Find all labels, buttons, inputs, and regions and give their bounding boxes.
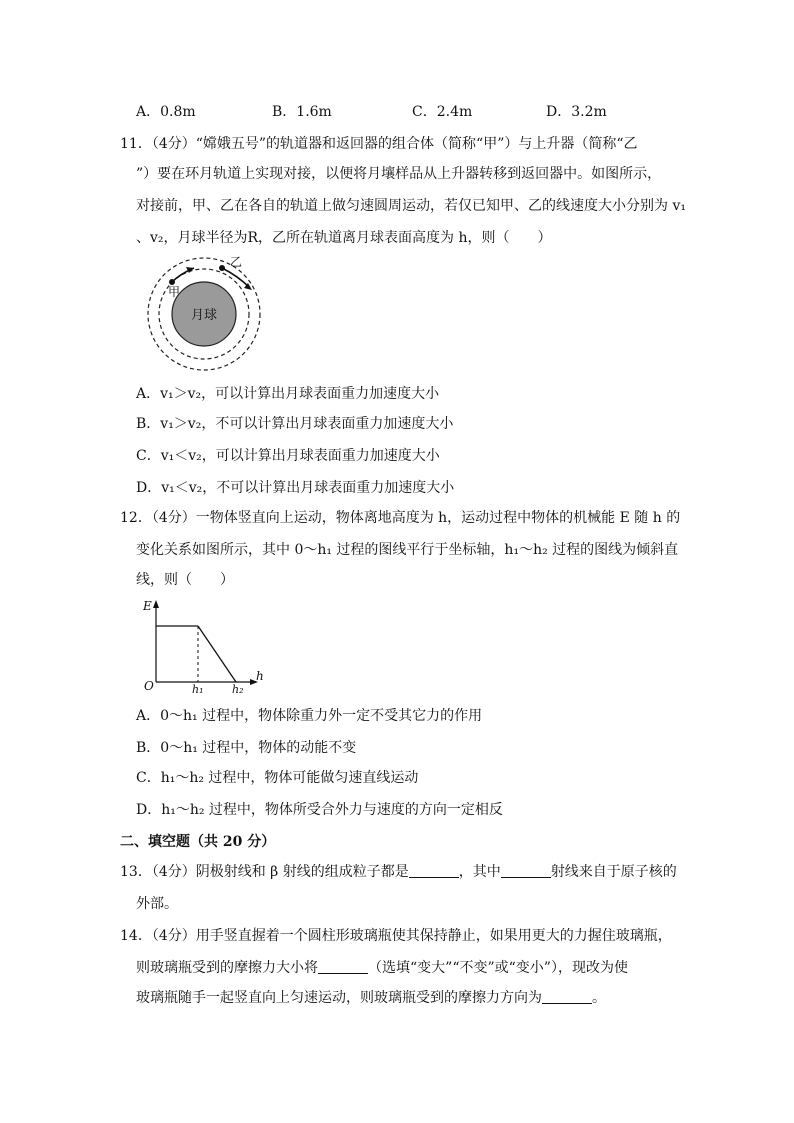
q14-text-3b: 。 xyxy=(592,990,606,1006)
q12-line-1: 12．（4分）一物体竖直向上运动，物体离地高度为 h，运动过程中物体的机械能 E 随 h 的 xyxy=(120,510,681,526)
q14-blank-2[interactable] xyxy=(542,989,592,1004)
q12-option-b: B．0～h₁ 过程中，物体的动能不变 xyxy=(136,740,357,756)
q10-option-d: D．3.2m xyxy=(546,104,607,120)
q12-line-2: 变化关系如图所示，其中 0～h₁ 过程的图线平行于坐标轴，h₁～h₂ 过程的图线为倾斜直 xyxy=(136,542,679,558)
q12-energy-graph xyxy=(140,596,270,696)
x-axis-label: h xyxy=(256,669,264,683)
q14-line-2 xyxy=(136,958,628,978)
y-axis-label: E xyxy=(143,599,152,613)
q14-text-3a: 玻璃瓶随手一起竖直向上匀速运动，则玻璃瓶受到的摩擦力方向为 xyxy=(136,990,542,1006)
y-axis-arrowhead xyxy=(153,600,159,608)
origin-label: O xyxy=(144,679,154,693)
q11-option-c: C．v₁＜v₂，可以计算出月球表面重力加速度大小 xyxy=(136,448,440,464)
q13-text-1: 13．（4分）阴极射线和 β 射线的组成粒子都是 xyxy=(120,864,409,880)
q14-line-1: 14．（4分）用手竖直握着一个圆柱形玻璃瓶使其保持静止，如果用更大的力握住玻璃瓶， xyxy=(120,928,672,944)
q12-option-d: D．h₁～h₂ 过程中，物体所受合外力与速度的方向一定相反 xyxy=(136,802,503,818)
q13-line-1 xyxy=(120,862,677,882)
q13-line-2: 外部。 xyxy=(136,896,178,912)
q11-line-3: 对接前，甲、乙在各自的轨道上做匀速圆周运动，若仅已知甲、乙的线速度大小分别为 v₁ xyxy=(136,198,686,214)
yi-arrow xyxy=(222,268,250,288)
q12-line-3: 线，则（ ） xyxy=(136,572,234,588)
yi-label: 乙 xyxy=(230,255,243,269)
q11-orbit-figure xyxy=(134,254,264,378)
q10-option-b: B．1.6m xyxy=(272,104,332,120)
energy-slope-segment xyxy=(198,626,236,682)
q10-option-a: A．0.8m xyxy=(136,104,196,120)
q12-option-c: C．h₁～h₂ 过程中，物体可能做匀速直线运动 xyxy=(136,770,419,786)
h1-tick-label: h₁ xyxy=(192,683,204,696)
section-heading: 二、填空题（共 20 分） xyxy=(120,834,276,850)
q11-line-2: ”）要在环月轨道上实现对接，以便将月壤样品从上升器转移到返回器中。如图所示， xyxy=(136,166,662,182)
q13-text-2: ，其中 xyxy=(458,864,501,880)
moon-label: 月球 xyxy=(190,308,218,323)
q11-option-b: B．v₁＞v₂，不可以计算出月球表面重力加速度大小 xyxy=(136,416,454,432)
jia-label: 甲 xyxy=(168,285,181,299)
h2-tick-label: h₂ xyxy=(232,683,244,696)
q10-option-c: C．2.4m xyxy=(412,104,473,120)
q14-line-3 xyxy=(136,988,606,1008)
q13-blank-2[interactable] xyxy=(501,863,551,878)
q11-line-4: 、v₂，月球半径为R，乙所在轨道离月球表面高度为 h，则（ ） xyxy=(136,230,552,246)
q11-option-d: D．v₁＜v₂，不可以计算出月球表面重力加速度大小 xyxy=(136,480,455,496)
q14-blank-1[interactable] xyxy=(318,959,368,974)
q12-option-a: A．0～h₁ 过程中，物体除重力外一定不受其它力的作用 xyxy=(136,708,483,724)
q13-blank-1[interactable] xyxy=(409,863,459,878)
q14-text-2a: 则玻璃瓶受到的摩擦力大小将 xyxy=(136,960,318,976)
q14-text-2b: （选填“变大”“不变”或“变小”），现改为使 xyxy=(368,960,628,976)
q11-option-a: A．v₁＞v₂，可以计算出月球表面重力加速度大小 xyxy=(136,386,440,402)
q11-line-1: 11．（4分）“嫦娥五号”的轨道器和返回器的组合体（简称“甲”）与上升器（简称“乙 xyxy=(120,136,638,152)
q13-text-3: 射线来自于原子核的 xyxy=(550,864,677,880)
